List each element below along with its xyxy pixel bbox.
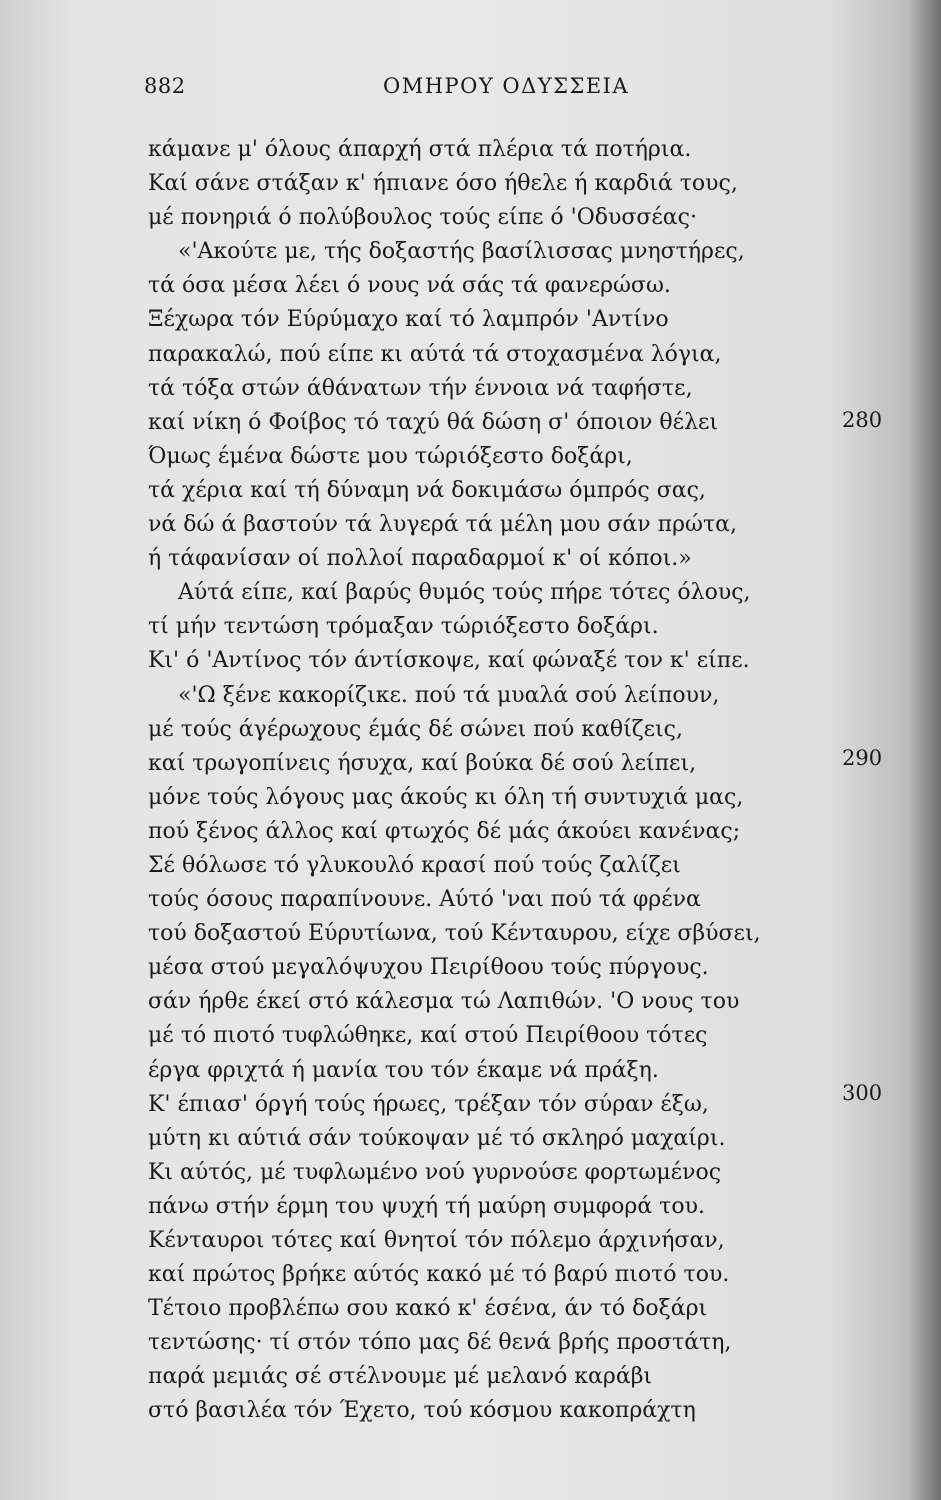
verse-line: Κι' ό 'Αντίνος τόν άντίσκοψε, καί φώναξέ τον κ' είπε. bbox=[148, 648, 750, 674]
verse-line: μέ πονηριά ό πολύβουλος τούς είπε ό 'Οδυσσέας· bbox=[148, 205, 697, 231]
verse-line: Όμως έμένα δώστε μου τώριόξεστο δοξάρι, bbox=[148, 443, 633, 469]
page-edge-shadow bbox=[907, 0, 941, 1500]
verse-line: παρακαλώ, πού είπε κι αύτά τά στοχασμένα λόγια, bbox=[148, 341, 722, 367]
verse-line: ή τάφανίσαν οί πολλοί παραδαρμοί κ' οί κόποι.» bbox=[148, 546, 692, 572]
verse-line: «'Ακούτε με, τής δοξαστής βασίλισσας μνηστήρες, bbox=[178, 239, 745, 265]
verse-line: καί τρωγοπίνεις ήσυχα, καί βούκα δέ σού λείπει, bbox=[148, 750, 697, 776]
verse-line: τί μήν τεντώση τρόμαξαν τώριόξεστο δοξάρι. bbox=[148, 614, 659, 640]
verse-line: τού δοξαστού Εύρυτίωνα, τού Κένταυρου, είχε σβύσει, bbox=[148, 921, 761, 947]
verse-line: μόνε τούς λόγους μας άκούς κι όλη τή συντυχιά μας, bbox=[148, 784, 744, 810]
verse-block bbox=[148, 133, 808, 1429]
verse-line: Ξέχωρα τόν Εύρύμαχο καί τό λαμπρόν 'Αντίνο bbox=[148, 307, 669, 333]
verse-line: Κ' έπιασ' όργή τούς ήρωες, τρέξαν τόν σύραν έξω, bbox=[148, 1091, 709, 1117]
verse-line: σάν ήρθε έκεί στό κάλεσμα τώ Λαπιθών. 'Ο νους του bbox=[148, 989, 740, 1015]
verse-line: κάμανε μ' όλους άπαρχή στά πλέρια τά ποτήρια. bbox=[148, 137, 692, 162]
verse-line: τεντώσης· τί στόν τόπο μας δέ θενά βρής προστάτη, bbox=[148, 1330, 732, 1356]
verse-line: Αύτά είπε, καί βαρύς θυμός τούς πήρε τότες όλους, bbox=[178, 580, 751, 606]
verse-line: έργα φριχτά ή μανία του τόν έκαμε νά πράξη. bbox=[148, 1057, 659, 1083]
verse-line: πού ξένος άλλος καί φτωχός δέ μάς άκούει κανένας; bbox=[148, 818, 741, 844]
verse-line: τά χέρια καί τή δύναμη νά δοκιμάσω όμπρός σας, bbox=[148, 477, 706, 503]
line-number: 280 bbox=[842, 408, 883, 432]
verse-line: καί νίκη ό Φοίβος τό ταχύ θά δώση σ' όποιον θέλει bbox=[148, 409, 719, 435]
verse-line: τούς όσους παραπίνουνε. Αύτό 'ναι πού τά φρένα bbox=[148, 887, 701, 913]
verse-line: τά όσα μέσα λέει ό νους νά σάς τά φανερώσω. bbox=[148, 273, 671, 299]
verse-line: Τέτοιο προβλέπω σου κακό κ' έσένα, άν τό δοξάρι bbox=[148, 1296, 708, 1322]
running-title: ΟΜΗΡΟΥ ΟΔΥΣΣΕΙΑ bbox=[383, 74, 630, 98]
verse-line: «'Ω ξένε κακορίζικε. πού τά μυαλά σού λείπουν, bbox=[178, 682, 720, 708]
line-number: 300 bbox=[842, 1081, 883, 1105]
verse-line: μέ τό πιοτό τυφλώθηκε, καί στού Πειρίθοου τότες bbox=[148, 1023, 708, 1049]
verse-line: μύτη κι αύτιά σάν τούκοψαν μέ τό σκληρό μαχαίρι. bbox=[148, 1125, 726, 1151]
verse-line: νά δώ ά βαστούν τά λυγερά τά μέλη μου σάν πρώτα, bbox=[148, 512, 738, 538]
verse-line: μέ τούς άγέρωχους έμάς δέ σώνει πού καθίζεις, bbox=[148, 716, 683, 742]
verse-line: Καί σάνε στάξαν κ' ήπιανε όσο ήθελε ή καρδιά τους, bbox=[148, 171, 738, 197]
verse-line: τά τόξα στών άθάνατων τήν έννοια νά ταφήστε, bbox=[148, 375, 693, 401]
verse-line: παρά μεμιάς σέ στέλνουμε μέ μελανό καράβι bbox=[148, 1364, 653, 1390]
verse-line: στό βασιλέα τόν Έχετο, τού κόσμου κακοπράχτη bbox=[148, 1398, 696, 1424]
page-number: 882 bbox=[144, 74, 186, 98]
line-number: 290 bbox=[842, 746, 883, 770]
verse-line: Κένταυροι τότες καί θνητοί τόν πόλεμο άρχινήσαν, bbox=[148, 1228, 725, 1253]
verse-line: Κι αύτός, μέ τυφλωμένο νού γυρνούσε φορτωμένος bbox=[148, 1159, 722, 1185]
verse-line: καί πρώτος βρήκε αύτός κακό μέ τό βαρύ πιοτό του. bbox=[148, 1262, 730, 1288]
verse-line: μέσα στού μεγαλόψυχου Πειρίθοου τούς πύργους. bbox=[148, 955, 709, 981]
verse-line: πάνω στήν έρμη του ψυχή τή μαύρη συμφορά του. bbox=[148, 1193, 705, 1219]
verse-line: Σέ θόλωσε τό γλυκουλό κρασί πού τούς ζαλίζει bbox=[148, 852, 681, 878]
